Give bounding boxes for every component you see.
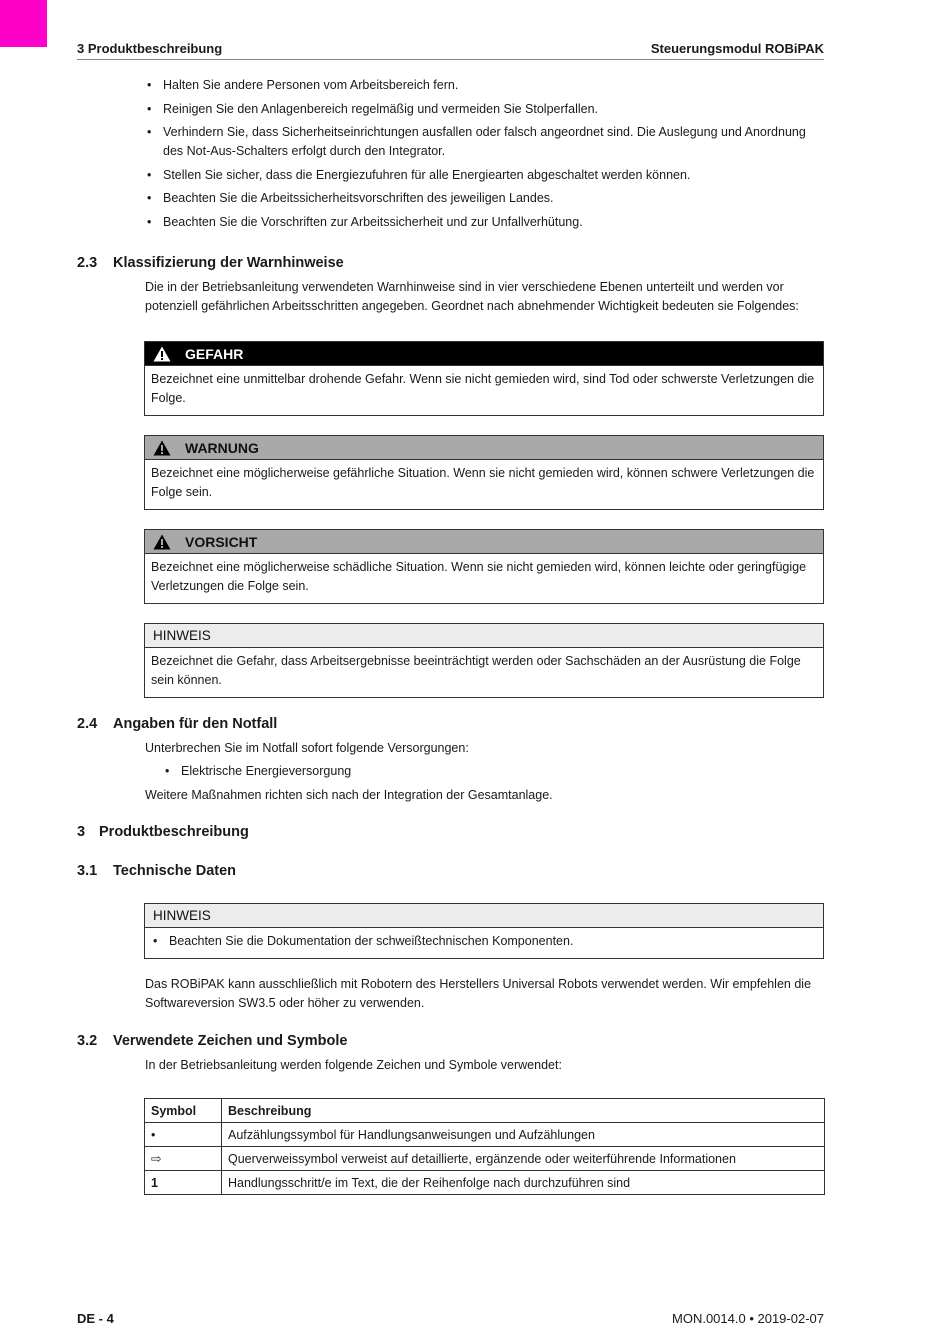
table-cell-description: Querverweissymbol verweist auf detaillierte, ergänzende oder weiterführende Informationen [222, 1147, 825, 1171]
warning-box-gefahr [144, 341, 824, 416]
list-item: • Reinigen Sie den Anlagenbereich regelmäßig und vermeiden Sie Stolperfallen. [145, 100, 825, 119]
table-row [145, 1123, 825, 1147]
warning-box-warnung [144, 435, 824, 510]
warning-box-vorsicht [144, 529, 824, 604]
section-3-2-intro: In der Betriebsanleitung werden folgende Zeichen und Symbole verwendet: [145, 1058, 562, 1072]
section-heading-3-2 [77, 1033, 347, 1049]
section-3-1-text: Das ROBiPAK kann ausschließlich mit Robotern des Herstellers Universal Robots verwendet werden. Wir empfehlen die Softwareversion SW3.5 oder höher zu verwenden. [145, 977, 812, 1010]
chapter-heading-3 [77, 824, 249, 840]
section-number: 3.2 [77, 1033, 98, 1049]
list-item: • Elektrische Energieversorgung [163, 762, 823, 781]
safety-bullet-list [145, 76, 825, 236]
section-2-4-intro: Unterbrechen Sie im Notfall sofort folgende Versorgungen: [145, 741, 469, 755]
chapter-title: Produktbeschreibung [99, 824, 249, 840]
notice-bullet-list [145, 928, 823, 958]
list-item: • Beachten Sie die Dokumentation der schweißtechnischen Komponenten. [151, 932, 817, 951]
list-item: • Beachten Sie die Vorschriften zur Arbeitssicherheit und zur Unfallverhütung. [145, 213, 825, 232]
warning-header [145, 436, 823, 460]
section-title: Verwendete Zeichen und Symbole [113, 1033, 348, 1049]
section-title: Technische Daten [113, 863, 237, 879]
section-2-4-outro: Weitere Maßnahmen richten sich nach der Integration der Gesamtanlage. [145, 788, 553, 802]
section-number: 2.4 [77, 716, 98, 732]
section-heading-3-1 [77, 863, 236, 879]
list-item: • Verhindern Sie, dass Sicherheitseinrichtungen ausfallen oder falsch angeordnet sind. Die Auslegung und Anordnung des Not-Aus-Schalters erfolgt durch den Integrator. [145, 123, 825, 161]
table-cell-symbol: • [145, 1123, 222, 1147]
warning-text: Bezeichnet eine möglicherweise schädliche Situation. Wenn sie nicht gemieden wird, können leichte oder geringfügige Verletzungen die Folge sein. [151, 560, 807, 593]
table-cell-symbol: 1 [145, 1171, 222, 1195]
section-number: 2.3 [77, 255, 98, 271]
document-id-date: MON.0014.0 • 2019-02-07 [672, 1311, 824, 1326]
section-title: Klassifizierung der Warnhinweise [113, 255, 344, 271]
warning-header [145, 530, 823, 554]
notice-box-hinweis-3-1 [144, 903, 824, 959]
table-header-description: Beschreibung [222, 1099, 825, 1123]
list-item: • Halten Sie andere Personen vom Arbeitsbereich fern. [145, 76, 825, 95]
page-footer [77, 1311, 824, 1326]
page-header [77, 41, 824, 60]
table-cell-description: Handlungsschritt/e im Text, die der Reihenfolge nach durchzuführen sind [222, 1171, 825, 1195]
warning-text: Bezeichnet eine möglicherweise gefährliche Situation. Wenn sie nicht gemieden wird, können schwere Verletzungen die Folge sein. [151, 466, 815, 499]
table-cell-symbol: ⇨ [145, 1147, 222, 1171]
table-row [145, 1171, 825, 1195]
notice-label: HINWEIS [153, 908, 211, 923]
warning-triangle-icon [153, 346, 171, 362]
notice-header [145, 904, 823, 928]
header-product: Steuerungsmodul ROBiPAK [650, 41, 824, 56]
chapter-number: 3 [77, 824, 86, 840]
section-title: Angaben für den Notfall [113, 716, 278, 732]
table-header-symbol: Symbol [145, 1099, 222, 1123]
header-chapter: 3 Produktbeschreibung [77, 41, 223, 56]
symbol-table [144, 1098, 825, 1195]
warning-header [145, 342, 823, 366]
warning-label: WARNUNG [185, 439, 259, 456]
list-item: • Beachten Sie die Arbeitssicherheitsvorschriften des jeweiligen Landes. [145, 189, 825, 208]
notice-label: HINWEIS [153, 628, 211, 643]
section-heading-2-4 [77, 716, 277, 732]
table-header-row [145, 1099, 825, 1123]
warning-text: Bezeichnet eine unmittelbar drohende Gefahr. Wenn sie nicht gemieden wird, sind Tod oder schwerste Verletzungen die Folge. [151, 372, 815, 405]
notice-text: Bezeichnet die Gefahr, dass Arbeitsergebnisse beeinträchtigt werden oder Sachschäden an der Ausrüstung die Folge sein können. [151, 654, 801, 687]
corner-color-mark [0, 0, 47, 47]
warning-triangle-icon [153, 440, 171, 456]
section-2-3-intro: Die in der Betriebsanleitung verwendeten Warnhinweise sind in vier verschiedene Ebenen unterteilt und werden vor potenziell gefährlichen Arbeitsschritten angegeben. Geordnet nach abnehmender Wichtigkeit bedeuten sie Folgendes: [145, 280, 799, 313]
notice-box-hinweis [144, 623, 824, 698]
page-number: DE - 4 [77, 1311, 114, 1326]
warning-label: VORSICHT [185, 533, 258, 550]
table-cell-description: Aufzählungssymbol für Handlungsanweisungen und Aufzählungen [222, 1123, 825, 1147]
section-number: 3.1 [77, 863, 98, 879]
emergency-bullet-list [163, 762, 823, 786]
notice-header [145, 624, 823, 648]
table-row [145, 1147, 825, 1171]
list-item: • Stellen Sie sicher, dass die Energiezufuhren für alle Energiearten abgeschaltet werden können. [145, 166, 825, 185]
warning-triangle-icon [153, 534, 171, 550]
section-heading-2-3 [77, 255, 344, 271]
warning-label: GEFAHR [185, 345, 244, 362]
